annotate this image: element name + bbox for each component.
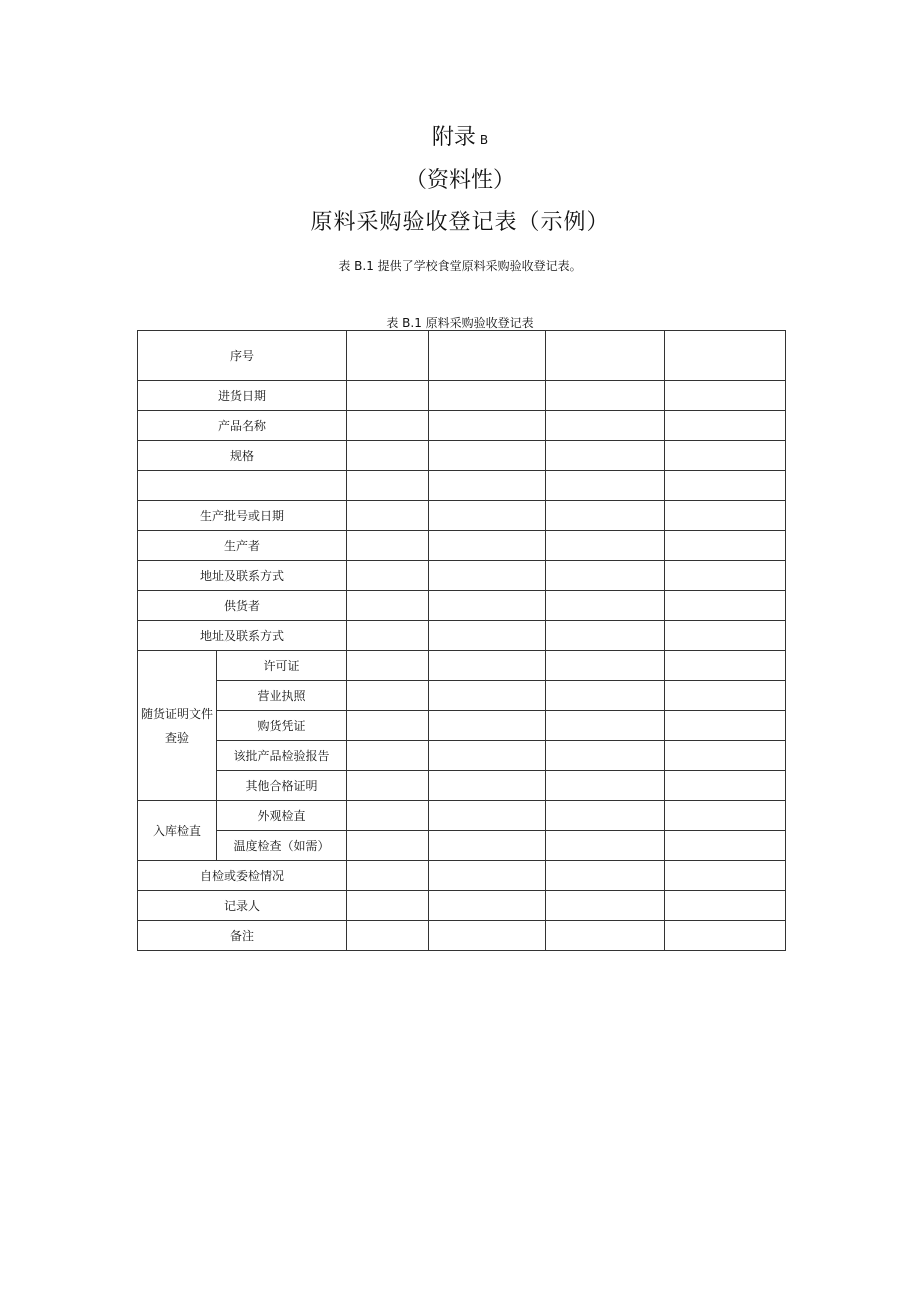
table-row: [138, 471, 786, 501]
row-label-producer-address: 地址及联系方式: [138, 561, 347, 591]
entry-cell: [347, 561, 429, 591]
table-row: [138, 651, 786, 681]
entry-cell: [429, 591, 546, 621]
entry-cell: [429, 331, 546, 381]
entry-cell: [347, 411, 429, 441]
row-label-product: 产品名称: [138, 411, 347, 441]
table-row: [138, 891, 786, 921]
entry-cell: [429, 681, 546, 711]
entry-cell: [347, 831, 429, 861]
entry-cell: [429, 471, 546, 501]
entry-cell: [429, 891, 546, 921]
entry-cell: [347, 381, 429, 411]
purchase-record-table: [137, 330, 786, 951]
table-row: [138, 621, 786, 651]
row-label-supplier: 供货者: [138, 591, 347, 621]
entry-cell: [429, 861, 546, 891]
entry-cell: [429, 801, 546, 831]
entry-cell: [546, 771, 665, 801]
entry-cell: [347, 921, 429, 951]
entry-cell: [347, 891, 429, 921]
entry-cell: [429, 771, 546, 801]
entry-cell: [665, 501, 786, 531]
table-row: [138, 591, 786, 621]
entry-cell: [665, 531, 786, 561]
row-label-supplier-address: 地址及联系方式: [138, 621, 347, 651]
entry-cell: [347, 621, 429, 651]
entry-cell: [347, 651, 429, 681]
table-row: [138, 921, 786, 951]
row-label-blank: [138, 471, 347, 501]
entry-cell: [429, 651, 546, 681]
entry-cell: [665, 561, 786, 591]
entry-cell: [429, 381, 546, 411]
entry-cell: [429, 711, 546, 741]
entry-cell: [347, 741, 429, 771]
row-label-appearance: 外观检直: [217, 801, 347, 831]
entry-cell: [665, 621, 786, 651]
entry-cell: [546, 471, 665, 501]
table-row: [138, 801, 786, 831]
entry-cell: [546, 711, 665, 741]
entry-cell: [546, 501, 665, 531]
entry-cell: [665, 591, 786, 621]
entry-cell: [665, 471, 786, 501]
entry-cell: [665, 741, 786, 771]
row-label-date: 进货日期: [138, 381, 347, 411]
entry-cell: [665, 831, 786, 861]
entry-cell: [546, 831, 665, 861]
table-caption: 表 B.1 原料采购验收登记表: [386, 316, 534, 330]
entry-cell: [347, 681, 429, 711]
appendix-heading: [0, 120, 920, 151]
intro-text: 表 B.1 提供了学校食堂原料采购验收登记表。: [338, 259, 582, 273]
table-row: [138, 331, 786, 381]
table-row: [138, 741, 786, 771]
nature-heading: （资料性）: [404, 168, 515, 193]
table-row: [138, 831, 786, 861]
row-label-recorder: 记录人: [138, 891, 347, 921]
entry-cell: [429, 561, 546, 591]
entry-cell: [665, 921, 786, 951]
entry-cell: [546, 891, 665, 921]
row-label-inspection-report: 该批产品检验报告: [217, 741, 347, 771]
entry-cell: [429, 621, 546, 651]
row-label-business-license: 营业执照: [217, 681, 347, 711]
entry-cell: [347, 861, 429, 891]
entry-cell: [429, 831, 546, 861]
entry-cell: [429, 501, 546, 531]
entry-cell: [347, 771, 429, 801]
entry-cell: [429, 441, 546, 471]
entry-cell: [347, 501, 429, 531]
entry-cell: [665, 891, 786, 921]
entry-cell: [665, 711, 786, 741]
entry-cell: [665, 441, 786, 471]
document-title: 原料采购验收登记表（示例）: [310, 210, 610, 235]
entry-cell: [546, 621, 665, 651]
appendix-suffix: B: [479, 133, 489, 147]
entry-cell: [347, 531, 429, 561]
entry-cell: [347, 471, 429, 501]
entry-cell: [546, 861, 665, 891]
entry-cell: [347, 801, 429, 831]
entry-cell: [546, 921, 665, 951]
row-label-spec: 规格: [138, 441, 347, 471]
row-label-other-certificate: 其他合格证明: [217, 771, 347, 801]
entry-cell: [665, 801, 786, 831]
row-label-voucher: 购货凭证: [217, 711, 347, 741]
entry-cell: [546, 651, 665, 681]
appendix-label: 附录: [431, 125, 476, 150]
table-row: [138, 861, 786, 891]
entry-cell: [665, 861, 786, 891]
entry-cell: [546, 801, 665, 831]
entry-cell: [546, 681, 665, 711]
entry-cell: [347, 331, 429, 381]
entry-cell: [546, 561, 665, 591]
entry-cell: [665, 651, 786, 681]
entry-cell: [429, 411, 546, 441]
entry-cell: [546, 591, 665, 621]
entry-cell: [546, 331, 665, 381]
row-label-batch: 生产批号或日期: [138, 501, 347, 531]
table-row: [138, 771, 786, 801]
entry-cell: [665, 381, 786, 411]
table-row: [138, 561, 786, 591]
table-row: [138, 381, 786, 411]
row-label-producer: 生产者: [138, 531, 347, 561]
entry-cell: [665, 771, 786, 801]
entry-cell: [665, 331, 786, 381]
table-row: [138, 711, 786, 741]
row-label-license: 许可证: [217, 651, 347, 681]
table-row: [138, 681, 786, 711]
entry-cell: [347, 441, 429, 471]
group-label-documents: 随货证明文件查验: [138, 651, 217, 801]
entry-cell: [429, 531, 546, 561]
row-label-remarks: 备注: [138, 921, 347, 951]
entry-cell: [429, 921, 546, 951]
entry-cell: [347, 711, 429, 741]
table-row: [138, 411, 786, 441]
row-label-temperature: 温度检查（如需）: [217, 831, 347, 861]
entry-cell: [546, 741, 665, 771]
table-row: [138, 531, 786, 561]
table-row: [138, 441, 786, 471]
entry-cell: [665, 681, 786, 711]
entry-cell: [347, 591, 429, 621]
row-label-serial: 序号: [138, 331, 347, 381]
table-row: [138, 501, 786, 531]
entry-cell: [546, 411, 665, 441]
group-label-storage: 入库检直: [138, 801, 217, 861]
entry-cell: [546, 381, 665, 411]
entry-cell: [546, 531, 665, 561]
entry-cell: [665, 411, 786, 441]
entry-cell: [429, 741, 546, 771]
entry-cell: [546, 441, 665, 471]
row-label-self-check: 自检或委检情况: [138, 861, 347, 891]
